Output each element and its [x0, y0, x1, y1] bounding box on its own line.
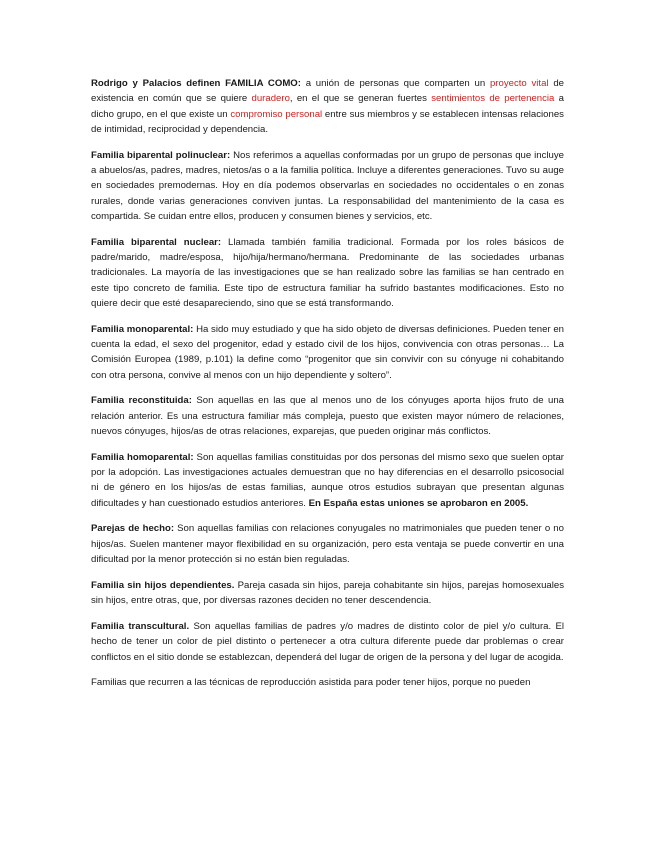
body-text: Son aquellas familias con relaciones conyugales no matrimoniales que pueden tener o no hijos/as. Suelen mantener mayor flexibilidad en su organización, pero esta ventaja se puede convertir en una dificultad por la menor protección si no están bien reguladas. [91, 523, 564, 566]
heading-text: Familia biparental polinuclear: [91, 149, 231, 161]
para-transcultural [91, 619, 564, 665]
body-text: Pareja casada sin hijos, pareja cohabitante sin hijos, parejas homosexuales sin hijos, entre otras, que, por diversas razones deciden no tener descendencia. [91, 579, 565, 607]
highlight-text: compromiso personal [230, 108, 323, 120]
para-reproduccion-asistida [91, 675, 564, 690]
heading-text: Familia transcultural. [91, 620, 190, 632]
para-parejas-de-hecho [91, 521, 564, 567]
heading-text: En España estas uniones se aprobaron en 2005. [308, 497, 529, 509]
body-text: Familias que recurren a las técnicas de reproducción asistida para poder tener hijos, porque no pueden [91, 677, 531, 689]
para-biparental-polinuclear [91, 148, 564, 224]
para-definicion [91, 76, 564, 137]
heading-text: Familia monoparental: [91, 323, 194, 335]
para-reconstituida [91, 393, 564, 439]
body-text: Son aquellas en las que al menos uno de los cónyuges aporta hijos fruto de una relación anterior. Es una estructura familiar más compleja, puesto que existen mayor número de relaciones, nuevos cónyuges, hijos/as de otras relaciones, exparejas, que pueden originar más conflictos. [91, 395, 565, 437]
heading-text: Parejas de hecho: [91, 523, 175, 535]
document-body [91, 76, 564, 691]
body-text: entre sus miembros y se establecen intensas relaciones de intimidad, reciprocidad y dependencia. [91, 108, 564, 135]
heading-text: Familia reconstituida: [91, 395, 192, 407]
body-text: Son aquellas familias constituidas por dos personas del mismo sexo que suelen optar por la adopción. Las investigaciones actuales demuestran que no hay diferencias en el desarrollo psicosocial ni de género en los hijos/as de estas familias, aunque otros estudios subrayan que presentan algunas dificultades y han cuestionado estudios anteriores. [91, 451, 564, 509]
body-text: , en el que se generan fuertes [289, 93, 432, 105]
highlight-text: sentimientos de pertenencia [431, 93, 555, 105]
heading-text: Rodrigo y Palacios definen FAMILIA COMO: [91, 78, 301, 89]
para-monoparental [91, 322, 564, 383]
para-homoparental [91, 450, 564, 511]
body-text: de existencia en común que se quiere [91, 78, 565, 105]
body-text: Ha sido muy estudiado y que ha sido objeto de diversas definiciones. Pueden tener en cuenta la edad, el sexo del progenitor, edad y estado civil de los hijos, convivencia con otras personas… La Comisión Europea (1989, p.101) la define como “progenitor que sin convivir con su cónyuge ni cohabitando con otra persona, convive al menos con un hijo dependiente y soltero”. [91, 323, 564, 381]
heading-text: Familia biparental nuclear: [91, 236, 222, 248]
para-biparental-nuclear [91, 235, 564, 311]
body-text: a dicho grupo, en el que existe un [91, 93, 564, 120]
highlight-text: duradero [251, 93, 290, 105]
body-text: Llamada también familia tradicional. Formada por los roles básicos de padre/marido, madre/esposa, hijo/hija/hermano/hermana. Predominante de las sociedades urbanas tradicionales. La mayoría de las investigaciones que se han realizado sobre las familias se han centrado en este tipo concreto de familia. Este tipo de estructura familiar ha sufrido bastantes modificaciones. Esto no quiere decir que esté desapareciendo, sino que se está transformando. [91, 236, 564, 309]
body-text: Son aquellas familias de padres y/o madres de distinto color de piel y/o cultura. El hecho de tener un color de piel distinto o pertenecer a otra cultura diferente puede dar problemas o crear conflictos en el sitio donde se establezcan, dependerá del lugar de origen de la persona y del lugar de acogida. [91, 620, 565, 663]
heading-text: Familia sin hijos dependientes. [91, 579, 235, 591]
heading-text: Familia homoparental: [91, 451, 194, 463]
body-text: Nos referimos a aquellas conformadas por un grupo de personas que incluye a abuelos/as, padres, madres, nietos/as o a la familia política. Incluye a diferentes generaciones. Tuvo su auge en sociedades premodernas. Hoy en día podemos observarlas en sociedades no occidentales o en zonas rurales, donde varias generaciones conviven juntas. La responsabilidad del mantenimiento de la casa es compartida. Se cuidan entre ellos, producen y consumen bienes y servicios, etc. [91, 149, 564, 222]
para-sin-hijos [91, 578, 564, 609]
body-text: a unión de personas que comparten un [300, 78, 490, 89]
highlight-text: proyecto vital [489, 78, 549, 89]
